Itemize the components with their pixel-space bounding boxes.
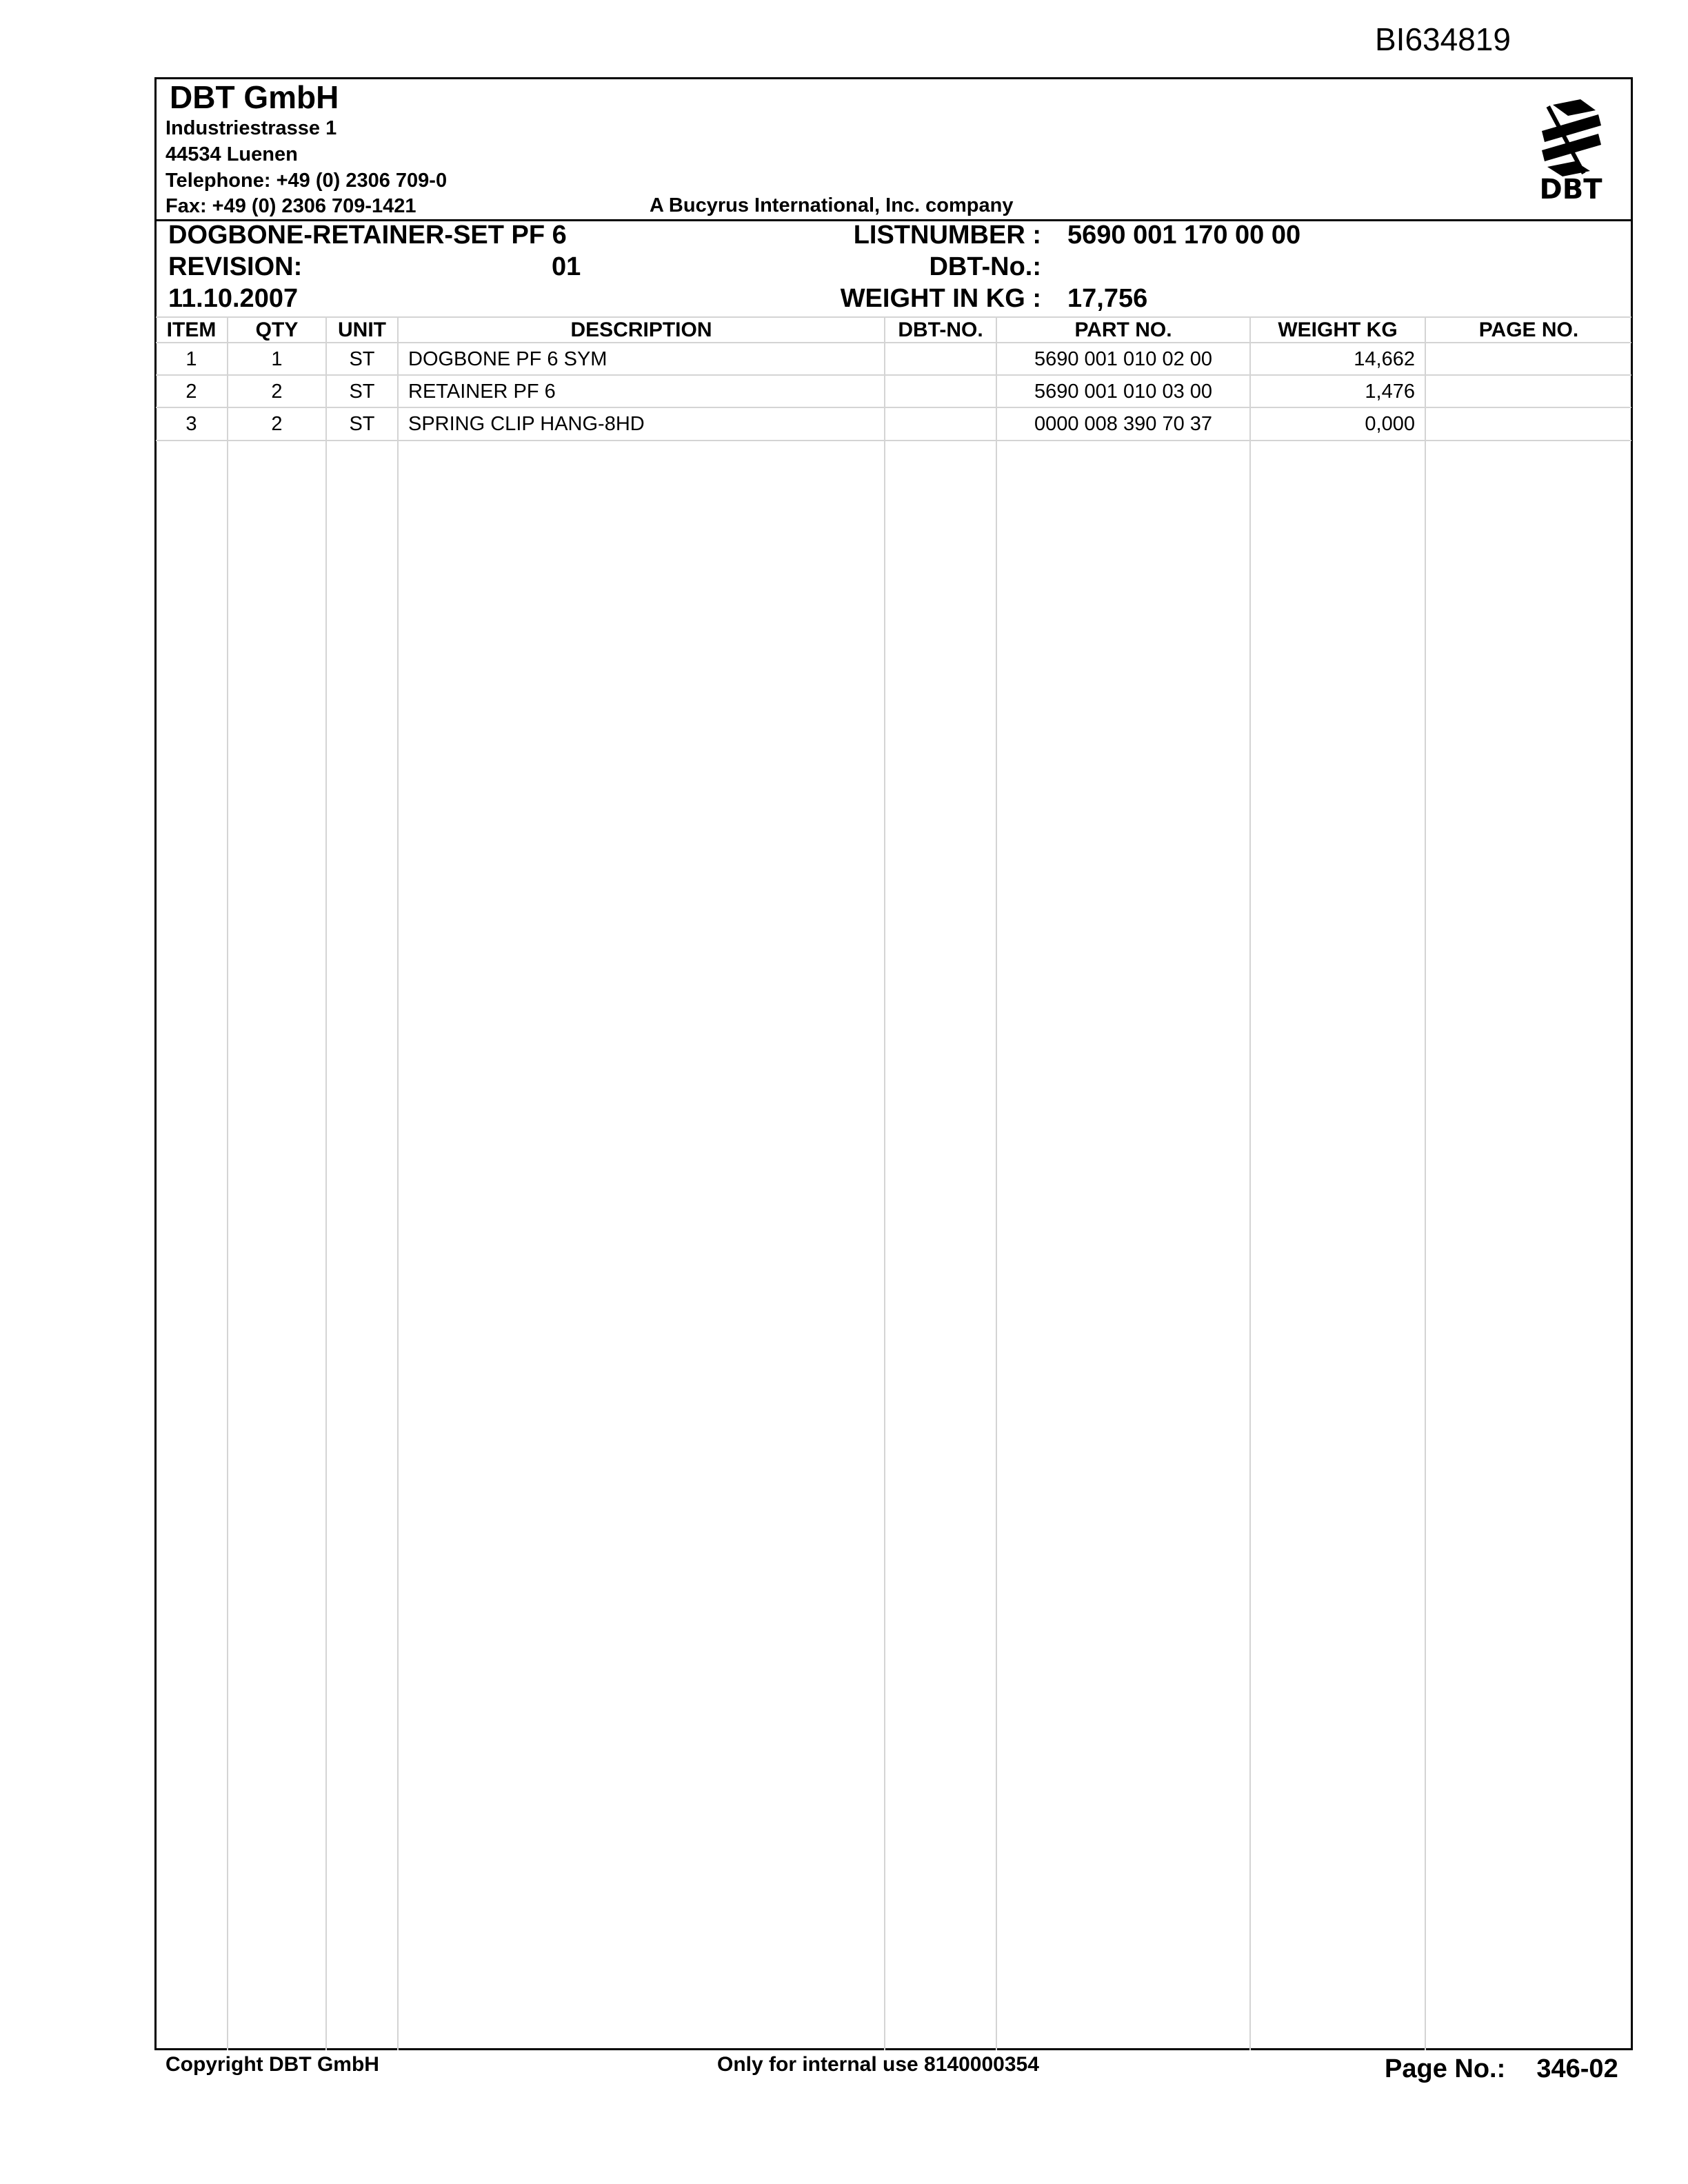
- company-telephone: Telephone: +49 (0) 2306 709-0: [165, 170, 448, 192]
- revision-label: REVISION:: [168, 252, 303, 281]
- cell-qty: 2: [271, 413, 283, 435]
- cell-qty: 2: [271, 381, 283, 403]
- parent-company-note: A Bucyrus International, Inc. company: [650, 194, 1014, 216]
- col-divider: [996, 317, 997, 2050]
- col-header-qty: QTY: [255, 318, 299, 341]
- col-divider: [227, 317, 228, 2050]
- dbt-no-label: DBT-No.:: [929, 252, 1041, 281]
- company-name: DBT GmbH: [170, 79, 339, 115]
- cell-unit: ST: [349, 413, 375, 435]
- col-divider: [1249, 317, 1251, 2050]
- listnumber-label: LISTNUMBER :: [853, 221, 1041, 250]
- cell-page-no: [1426, 376, 1631, 407]
- cell-description: DOGBONE PF 6 SYM: [408, 348, 607, 370]
- col-divider: [397, 317, 399, 2050]
- page-number-label: Page No.:: [1385, 2054, 1506, 2083]
- col-divider: [884, 317, 885, 2050]
- row-line: [156, 440, 1631, 441]
- cell-weight: 1,476: [1365, 381, 1415, 403]
- listnumber-value: 5690 001 170 00 00: [1067, 221, 1301, 250]
- document-id: BI634819: [1375, 21, 1511, 57]
- col-header-item: ITEM: [166, 318, 217, 341]
- copyright-text: Copyright DBT GmbH: [165, 2053, 379, 2076]
- internal-use-note: Only for internal use 8140000354: [717, 2053, 1039, 2076]
- cell-page-no: [1426, 408, 1631, 440]
- cell-item: 1: [185, 348, 197, 370]
- cell-description: SPRING CLIP HANG-8HD: [408, 413, 645, 435]
- weight-label: WEIGHT IN KG :: [840, 284, 1041, 313]
- revision-value: 01: [552, 252, 581, 281]
- company-city: 44534 Luenen: [165, 143, 298, 165]
- col-header-unit: UNIT: [338, 318, 386, 341]
- cell-unit: ST: [349, 348, 375, 370]
- cell-qty: 1: [271, 348, 283, 370]
- page-number-value: 346-02: [1536, 2054, 1618, 2083]
- col-header-part-no: PART NO.: [1074, 318, 1172, 341]
- col-header-weight: WEIGHT KG: [1278, 318, 1398, 341]
- page-number: [1385, 2054, 1618, 2084]
- weight-value: 17,756: [1067, 284, 1148, 313]
- document-date: 11.10.2007: [168, 284, 299, 313]
- document-title: DOGBONE-RETAINER-SET PF 6: [168, 221, 567, 250]
- cell-dbt-no: [885, 343, 996, 375]
- cell-part-no: 5690 001 010 03 00: [1034, 381, 1213, 403]
- col-divider: [1425, 317, 1426, 2050]
- cell-dbt-no: [885, 408, 996, 440]
- cell-unit: ST: [349, 381, 375, 403]
- cell-item: 2: [185, 381, 197, 403]
- col-header-page-no: PAGE NO.: [1478, 318, 1579, 341]
- col-divider: [325, 317, 327, 2050]
- cell-item: 3: [185, 413, 197, 435]
- cell-weight: 0,000: [1365, 413, 1415, 435]
- company-fax: Fax: +49 (0) 2306 709-1421: [165, 195, 416, 217]
- cell-dbt-no: [885, 376, 996, 407]
- dbt-logo: [1532, 95, 1609, 207]
- cell-part-no: 5690 001 010 02 00: [1034, 348, 1213, 370]
- col-header-description: DESCRIPTION: [570, 318, 712, 341]
- cell-page-no: [1426, 343, 1631, 375]
- cell-description: RETAINER PF 6: [408, 381, 556, 403]
- company-street: Industriestrasse 1: [165, 117, 337, 139]
- cell-weight: 14,662: [1354, 348, 1415, 370]
- svg-text:DBT: DBT: [1539, 174, 1602, 205]
- col-header-dbt-no: DBT-NO.: [898, 318, 983, 341]
- cell-part-no: 0000 008 390 70 37: [1034, 413, 1213, 435]
